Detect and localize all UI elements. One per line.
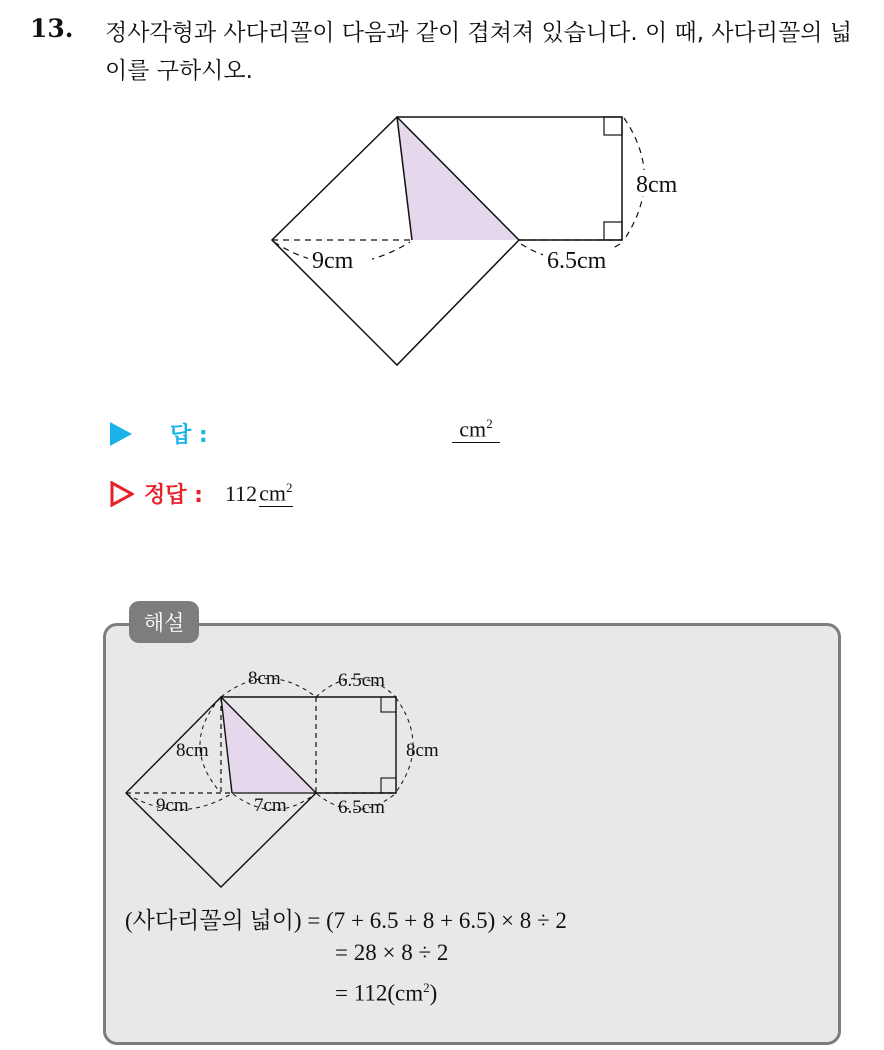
- calc-line-2: = 28 × 8 ÷ 2: [335, 940, 449, 965]
- svg-text:9cm: 9cm: [156, 795, 189, 816]
- question-text: 정사각형과 사다리꼴이 다음과 같이 겹쳐져 있습니다. 이 때, 사다리꼴의 넓이를 구하시오.: [105, 20, 852, 84]
- solution-tab: 해설: [129, 601, 199, 643]
- question-number: 13.: [30, 14, 74, 43]
- answer-unit-exp: 2: [486, 416, 493, 431]
- svg-text:7cm: 7cm: [254, 795, 287, 816]
- svg-text:8cm: 8cm: [176, 740, 209, 761]
- label-right: 6.5cm: [547, 248, 607, 274]
- svg-text:6.5cm: 6.5cm: [338, 797, 385, 818]
- correct-unit: $cm^2$: [259, 479, 293, 506]
- svg-text:6.5cm: 6.5cm: [338, 670, 385, 691]
- label-height: 8cm: [636, 172, 678, 198]
- calc-line-1: (사다리꼴의 넓이) = (7 + 6.5 + 8 + 6.5) × 8 ÷ 2: [125, 908, 567, 933]
- answer-unit: cm: [459, 416, 487, 442]
- svg-text:8cm: 8cm: [248, 668, 281, 689]
- correct-label: 정답 :: [144, 483, 203, 508]
- correct-value: 112: [224, 480, 258, 506]
- label-left: 9cm: [312, 248, 354, 274]
- svg-text:8cm: 8cm: [406, 740, 439, 761]
- calc-line-3: = $112(cm^2)$: [335, 980, 438, 1006]
- answer-label: 답 :: [170, 423, 208, 448]
